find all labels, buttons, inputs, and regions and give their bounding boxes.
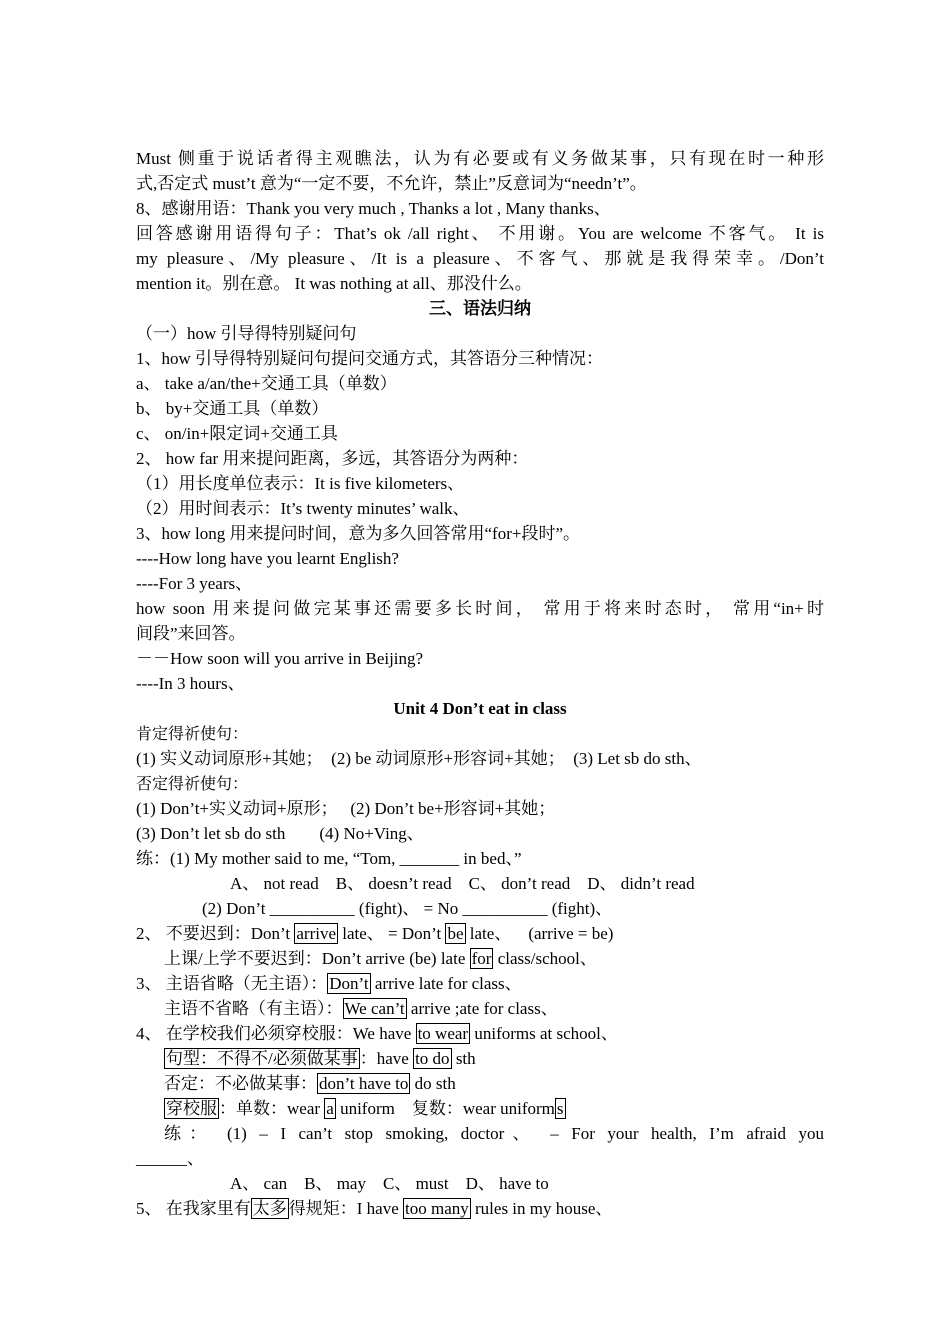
text-segment: late、 (arrive = be) bbox=[465, 924, 614, 943]
text-line: 练： (1) – I can’t stop smoking, doctor、 – For your health, I’m afraid you bbox=[164, 1124, 824, 1143]
answer-options: A、 can B、 may C、 must D、 have to bbox=[230, 1174, 549, 1193]
text-segment: arrive late for class、 bbox=[370, 974, 522, 993]
boxed-term: to do bbox=[415, 1049, 450, 1068]
text-line bbox=[164, 1046, 824, 1071]
text-line: a、 take a/an/the+交通工具（单数） bbox=[136, 374, 397, 393]
text-line: 式,否定式 must’t 意为“一定不要，不允许，禁止”反意词为“needn’t”。 bbox=[136, 174, 647, 193]
text-line: (1) 实义动词原形+其她； (2) be 动词原形+形容词+其她； (3) Let sb do sth、 bbox=[136, 749, 702, 768]
text-segment: 4、 在学校我们必须穿校服：We have bbox=[136, 1024, 416, 1043]
boxed-term: 句型：不得不/必须做某事 bbox=[166, 1049, 358, 1068]
text-line: （2）用时间表示：It’s twenty minutes’ walk、 bbox=[136, 499, 470, 518]
text-line bbox=[164, 1071, 824, 1096]
boxed-term: Don’t bbox=[329, 974, 369, 993]
text-line: （一）how 引导得特别疑问句 bbox=[136, 324, 357, 343]
text-segment: 主语不省略（有主语）： bbox=[164, 999, 343, 1018]
text-line: Must 侧重于说话者得主观瞧法，认为有必要或有义务做某事，只有现在时一种形 bbox=[136, 149, 824, 168]
boxed-term: 穿校服 bbox=[166, 1099, 217, 1118]
text-segment: ：单数：wear bbox=[219, 1099, 325, 1118]
text-segment: 上课/上学不要迟到：Don’t arrive (be) late bbox=[164, 949, 470, 968]
section-heading: 三、语法归纳 bbox=[429, 299, 531, 318]
boxed-term: be bbox=[447, 924, 464, 943]
text-line: ----How long have you learnt English? bbox=[136, 549, 399, 568]
text-segment: class/school、 bbox=[493, 949, 597, 968]
text-line: (2) Don’t __________ (fight)、 = No __________ (fight)、 bbox=[202, 899, 613, 918]
boxed-term: 太多 bbox=[252, 1199, 287, 1218]
text-segment: uniforms at school、 bbox=[470, 1024, 618, 1043]
text-segment: ：have bbox=[359, 1049, 414, 1068]
text-line: how soon 用来提问做完某事还需要多长时间， 常用于将来时态时， 常用“in+时 bbox=[136, 599, 824, 618]
text-line: mention it。别在意。 It was nothing at all、那没什么。 bbox=[136, 274, 532, 293]
text-segment: 否定：不必做某事： bbox=[164, 1074, 317, 1093]
boxed-term: a bbox=[326, 1099, 334, 1118]
text-segment: rules in my house、 bbox=[470, 1199, 613, 1218]
text-segment: 5、 在我家里有 bbox=[136, 1199, 251, 1218]
text-line: －－How soon will you arrive in Beijing? bbox=[136, 649, 424, 668]
boxed-term: We can’t bbox=[344, 999, 405, 1018]
text-line bbox=[136, 1196, 824, 1221]
text-line: 回答感谢用语得句子：That’s ok /all right、 不用谢。You are welcome 不客气。 It is bbox=[136, 224, 824, 243]
text-line: ______、 bbox=[136, 1149, 204, 1168]
text-line: 肯定得祈使句： bbox=[136, 724, 249, 743]
text-segment: arrive ;ate for class、 bbox=[406, 999, 558, 1018]
text-line: 练：(1) My mother said to me, “Tom, _______ in bed、” bbox=[136, 849, 522, 868]
text-line: b、 by+交通工具（单数） bbox=[136, 399, 329, 418]
boxed-term: s bbox=[556, 1099, 564, 1118]
text-line: （1）用长度单位表示：It is five kilometers、 bbox=[136, 474, 465, 493]
text-line bbox=[136, 921, 824, 946]
text-line bbox=[164, 996, 824, 1021]
boxed-term: to wear bbox=[417, 1024, 469, 1043]
text-line: my pleasure、/My pleasure、/It is a pleasure、不客气、那就是我得荣幸。/Don’t bbox=[136, 249, 824, 268]
text-segment: 得规矩：I have bbox=[288, 1199, 404, 1218]
text-line bbox=[164, 1096, 824, 1121]
answer-options: A、 not read B、 doesn’t read C、 don’t read D、 didn’t read bbox=[230, 874, 695, 893]
text-segment: 3、 主语省略（无主语）： bbox=[136, 974, 328, 993]
text-line: (3) Don’t let sb do sth (4) No+Ving、 bbox=[136, 824, 424, 843]
text-line: 8、感谢用语：Thank you very much , Thanks a lot , Many thanks、 bbox=[136, 199, 611, 218]
text-line bbox=[164, 946, 824, 971]
text-line: 3、how long 用来提问时间，意为多久回答常用“for+段时”。 bbox=[136, 524, 580, 543]
text-line: ----For 3 years、 bbox=[136, 574, 253, 593]
text-line: 间段”来回答。 bbox=[136, 624, 246, 643]
boxed-term: too many bbox=[405, 1199, 469, 1218]
text-line: (1) Don’t+实义动词+原形； (2) Don’t be+形容词+其她； bbox=[136, 799, 556, 818]
text-segment: uniform 复数：wear uniform bbox=[335, 1099, 555, 1118]
boxed-term: for bbox=[471, 949, 492, 968]
text-segment: sth bbox=[451, 1049, 476, 1068]
text-line: 否定得祈使句： bbox=[136, 774, 249, 793]
text-line: 2、 how far 用来提问距离，多远，其答语分为两种： bbox=[136, 449, 529, 468]
text-line: c、 on/in+限定词+交通工具 bbox=[136, 424, 338, 443]
text-line: ----In 3 hours、 bbox=[136, 674, 245, 693]
text-line bbox=[136, 1021, 824, 1046]
boxed-term: don’t have to bbox=[319, 1074, 409, 1093]
unit-heading: Unit 4 Don’t eat in class bbox=[393, 699, 567, 718]
boxed-term: arrive bbox=[296, 924, 336, 943]
text-line bbox=[136, 971, 824, 996]
text-segment: do sth bbox=[410, 1074, 456, 1093]
text-segment: 2、 不要迟到：Don’t bbox=[136, 924, 295, 943]
text-segment: late、 = Don’t bbox=[338, 924, 446, 943]
text-line: 1、how 引导得特别疑问句提问交通方式，其答语分三种情况： bbox=[136, 349, 604, 368]
